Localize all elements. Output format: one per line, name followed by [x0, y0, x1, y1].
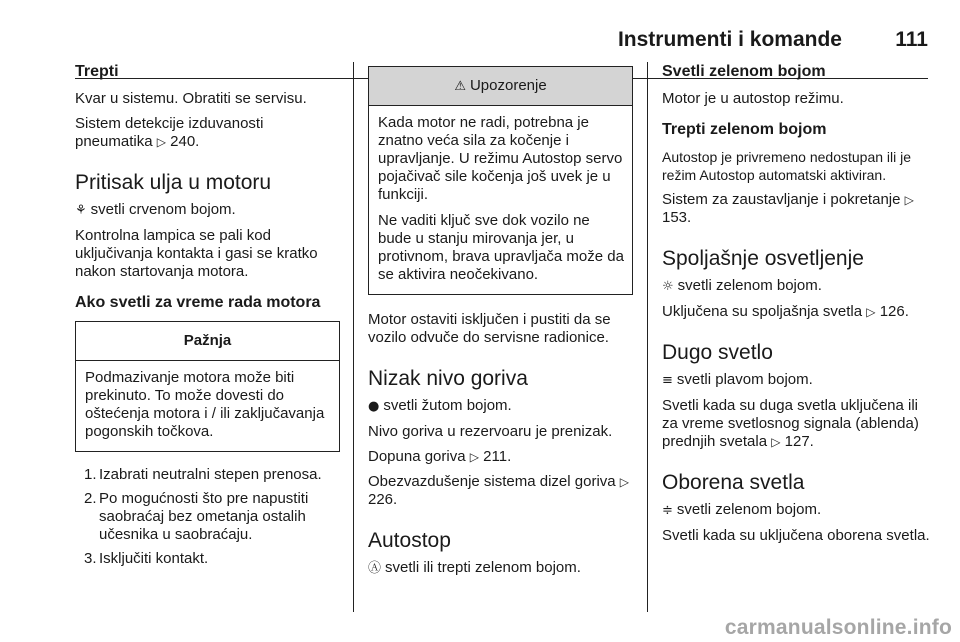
- column-divider: [353, 62, 354, 612]
- paragraph: Kvar u sistemu. Obratiti se servisu.: [75, 90, 307, 107]
- page-header: [0, 28, 928, 58]
- autostop-icon: Ⓐ: [368, 561, 382, 576]
- paragraph: Svetli kada su uključena oborena svetla.: [662, 527, 930, 544]
- section-heading: Dugo svetlo: [662, 341, 773, 364]
- page-ref-icon: ▷: [771, 435, 781, 449]
- paragraph: Nivo goriva u rezervoaru je prenizak.: [368, 423, 613, 440]
- warning-text: Ne vaditi ključ sve dok vozilo ne bude u stanju mirovanja jer, u protivnom, brava upravljača može da se aktivira neočekivano.: [378, 212, 624, 283]
- paragraph: ☼ svetli zelenom bojom.: [662, 277, 822, 294]
- page-ref-icon: ▷: [904, 193, 914, 207]
- oil-can-icon: ⚘: [75, 203, 87, 218]
- warning-triangle-icon: ⚠: [454, 79, 466, 94]
- paragraph: Sistem detekcije izduvanosti pneumatika ▷ 240.: [75, 115, 264, 150]
- paragraph: Motor ostaviti isključen i pustiti da se vozilo odvuče do servisne radionice.: [368, 311, 611, 346]
- paragraph: Uključena su spoljašnja svetla ▷ 126.: [662, 303, 909, 320]
- notice-text: Podmazivanje motora može biti prekinuto. To može dovesti do oštećenja motora i / ili zaključavanja pogonskih točkova.: [85, 369, 325, 440]
- section-heading: Nizak nivo goriva: [368, 367, 528, 390]
- page-ref-icon: ▷: [619, 475, 630, 489]
- section-heading: Trepti: [75, 63, 119, 80]
- page-ref-link[interactable]: 126.: [879, 303, 909, 320]
- steps-list: [75, 466, 340, 568]
- column-right: [662, 62, 930, 552]
- paragraph: Svetli kada su duga svetla uključena ili za vreme svetlosnog signala (ablenda) prednjih svetala ▷ 127.: [662, 397, 919, 450]
- section-heading: Trepti zelenom bojom: [662, 121, 827, 138]
- paragraph: Obezvazdušenje sistema dizel goriva ▷ 226.: [368, 473, 630, 508]
- paragraph: ● svetli žutom bojom.: [368, 397, 512, 414]
- paragraph: ≡ svetli plavom bojom.: [662, 371, 813, 388]
- watermark: carmanualsonline.info: [724, 616, 952, 639]
- section-heading: Autostop: [368, 529, 451, 552]
- page-ref-icon: ▷: [156, 135, 166, 149]
- section-heading: Ako svetli za vreme rada motora: [75, 294, 321, 311]
- list-item: 3. Isključiti kontakt.: [84, 550, 209, 567]
- section-heading: Pritisak ulja u motoru: [75, 171, 272, 194]
- page-ref-link[interactable]: 127.: [784, 433, 814, 450]
- warning-box: [368, 66, 633, 295]
- warning-title: ⚠ Upozorenje: [369, 67, 632, 106]
- page-number: 111: [895, 28, 928, 51]
- page-ref-link[interactable]: 153.: [662, 209, 692, 226]
- page-ref-link[interactable]: 211.: [483, 448, 512, 465]
- low-beam-icon: ≑: [662, 503, 673, 518]
- list-item: 1. Izabrati neutralni stepen prenosa.: [84, 466, 322, 483]
- page-ref-link[interactable]: 226.: [368, 491, 398, 508]
- page-ref-icon: ▷: [469, 450, 479, 464]
- fuel-dot-icon: ●: [368, 399, 380, 414]
- column-left: [75, 62, 340, 574]
- list-item: 2. Po mogućnosti što pre napustiti saobraćaj bez ometanja ostalih učesnika u saobraćaju.: [84, 490, 309, 543]
- paragraph: Dopuna goriva ▷ 211.: [368, 448, 512, 465]
- column-middle: [368, 62, 633, 585]
- warning-text: Kada motor ne radi, potrebna je znatno veća sila za kočenje i upravljanje. U režimu Autostop servo pojačivač sile kočenja još uvek je u funkciji.: [378, 114, 623, 203]
- paragraph: Ⓐ svetli ili trepti zelenom bojom.: [368, 559, 581, 576]
- paragraph: Sistem za zaustavljanje i pokretanje ▷ 153.: [662, 191, 914, 226]
- header-title: Instrumenti i komande: [617, 28, 842, 51]
- section-heading: Svetli zelenom bojom: [662, 63, 826, 80]
- page-ref-link[interactable]: 240.: [170, 133, 200, 150]
- exterior-light-icon: ☼: [662, 279, 674, 294]
- paragraph: Kontrolna lampica se pali kod uključivanja kontakta i gasi se kratko nakon startovanja motora.: [75, 227, 318, 280]
- notice-title: Pažnja: [76, 322, 339, 361]
- paragraph: Autostop je privremeno nedostupan ili je režim Autostop automatski aktiviran.: [662, 149, 912, 183]
- high-beam-icon: ≡: [662, 373, 673, 388]
- column-divider: [647, 62, 648, 612]
- notice-box: [75, 321, 340, 452]
- section-heading: Spoljašnje osvetljenje: [662, 247, 864, 270]
- paragraph: ⚘ svetli crvenom bojom.: [75, 201, 236, 218]
- section-heading: Oborena svetla: [662, 471, 805, 494]
- page-ref-icon: ▷: [866, 305, 876, 319]
- paragraph: Motor je u autostop režimu.: [662, 90, 844, 107]
- paragraph: ≑ svetli zelenom bojom.: [662, 501, 822, 518]
